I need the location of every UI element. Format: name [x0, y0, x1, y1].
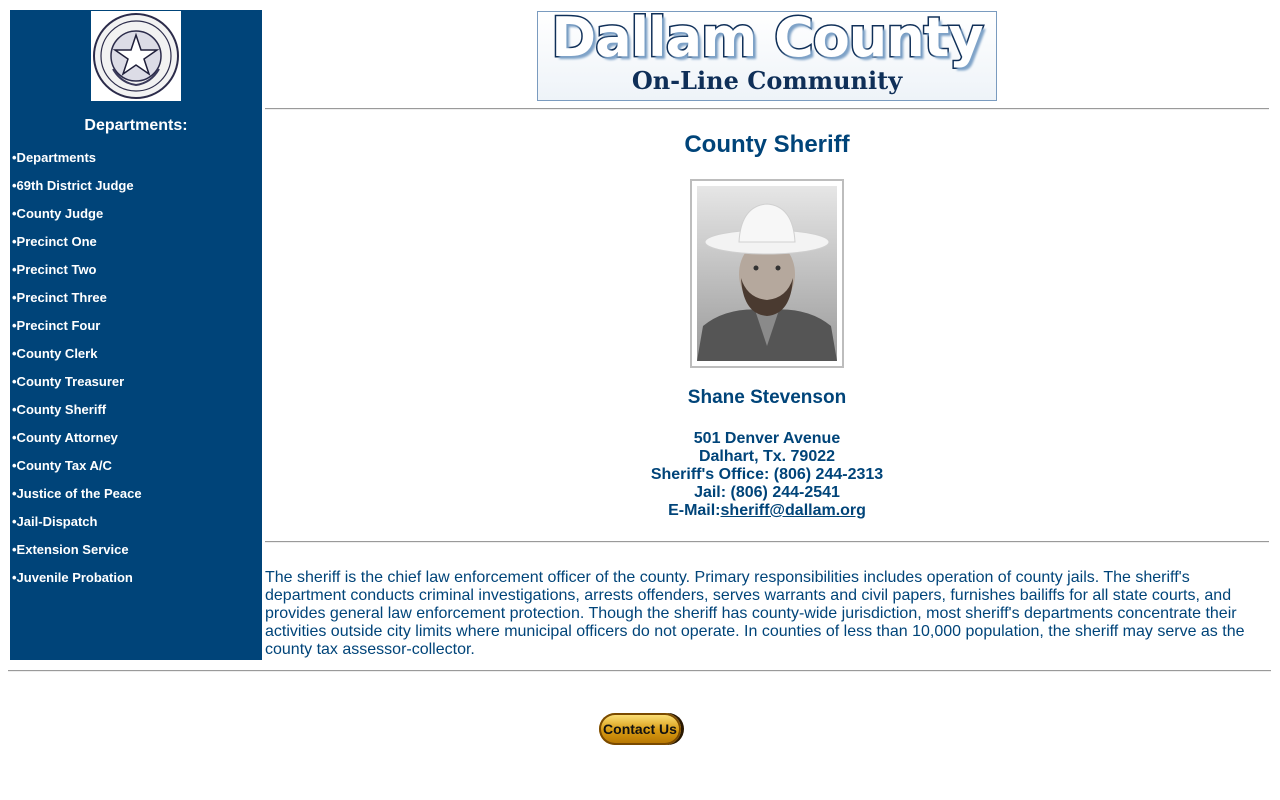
middle-divider [265, 541, 1269, 543]
nav-county-sheriff[interactable]: •County Sheriff [12, 402, 107, 417]
nav-justice-of-the-peace[interactable]: •Justice of the Peace [12, 486, 142, 501]
banner-title: Dallam County [551, 11, 983, 69]
nav-precinct-three[interactable]: •Precinct Three [12, 290, 107, 305]
nav-precinct-two[interactable]: •Precinct Two [12, 262, 97, 277]
sheriff-name: Shane Stevenson [687, 387, 847, 408]
nav-69th-district-judge[interactable]: •69th District Judge [12, 178, 134, 193]
address-line-1: 501 Denver Avenue [693, 430, 841, 447]
address-line-2: Dalhart, Tx. 79022 [698, 448, 836, 465]
nav-extension-service[interactable]: •Extension Service [12, 542, 129, 557]
texas-seal-image [91, 11, 181, 101]
sidebar [10, 10, 262, 660]
top-divider [265, 108, 1269, 110]
department-nav [12, 151, 142, 599]
nav-county-clerk[interactable]: •County Clerk [12, 346, 98, 361]
nav-precinct-one[interactable]: •Precinct One [12, 234, 97, 249]
email-line [265, 502, 1269, 520]
nav-county-attorney[interactable]: •County Attorney [12, 430, 118, 445]
nav-juvenile-probation[interactable]: •Juvenile Probation [12, 570, 133, 585]
contact-us-button[interactable]: Contact Us [599, 713, 681, 745]
nav-jail-dispatch[interactable]: •Jail-Dispatch [12, 514, 98, 529]
contact-info [265, 430, 1269, 520]
jail-phone: Jail: (806) 244-2541 [694, 484, 840, 501]
page-title: County Sheriff [684, 131, 850, 158]
nav-county-treasurer[interactable]: •County Treasurer [12, 374, 125, 389]
departments-heading: Departments: [84, 117, 188, 134]
nav-precinct-four[interactable]: •Precinct Four [12, 318, 101, 333]
office-phone: Sheriff's Office: (806) 244-2313 [650, 466, 884, 483]
seal-icon [91, 11, 181, 101]
sheriff-description: The sheriff is the chief law enforcement officer of the county. Primary responsibilities includes operation of county jails. The sheriff's department conducts criminal investigations, arrests offenders, serves warrants and civil papers, furnishes bailiffs for all state courts, and provides general law enforcement protection. Though the sheriff has county-wide jurisdiction, most sheriff's departments concentrate their activities outside city limits where municipal officers do not operate. In counties of less than 10,000 population, the sheriff may serve as the county tax assessor-collector. [265, 569, 1245, 658]
banner-subtitle: On-Line Community [631, 66, 903, 95]
nav-departments[interactable]: •Departments [12, 150, 97, 165]
email-label: E-Mail: [668, 502, 721, 519]
nav-county-judge[interactable]: •County Judge [12, 206, 104, 221]
email-link[interactable]: sheriff@dallam.org [720, 502, 866, 519]
portrait-icon [697, 186, 837, 361]
nav-county-tax-ac[interactable]: •County Tax A/C [12, 458, 112, 473]
site-banner[interactable] [537, 11, 997, 101]
footer-divider [8, 670, 1271, 672]
sheriff-photo [690, 179, 844, 368]
